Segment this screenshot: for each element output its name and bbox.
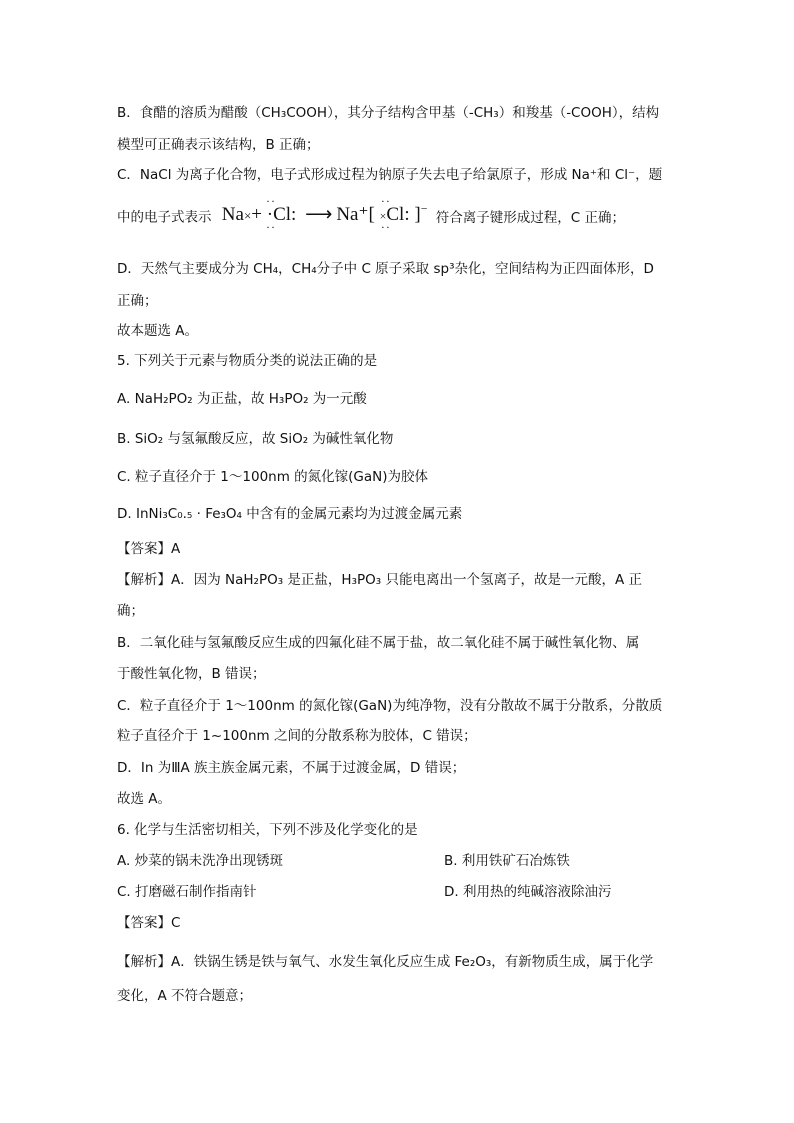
question-5-option-a: A. NaH₂PO₂ 为正盐，故 H₃PO₂ 为一元酸 <box>117 391 367 407</box>
eq-bracket-close: ] <box>414 204 421 225</box>
question-5-option-c: C. 粒子直径介于 1～100nm 的氮化镓(GaN)为胶体 <box>117 469 429 485</box>
question-6-stem: 6. 化学与生活密切相关，下列不涉及化学变化的是 <box>117 822 418 838</box>
electron-dots-bottom: ·· <box>266 220 277 234</box>
eq-cl-ion: Cl <box>386 204 405 225</box>
equation-suffix: 符合离子键形成过程，C 正确； <box>435 209 625 226</box>
text-line-equation <box>117 194 625 234</box>
eq-colon: : <box>291 204 297 225</box>
electron-formula <box>221 194 428 234</box>
explanation-line: D．In 为ⅢA 族主族金属元素，不属于过渡金属，D 错误； <box>117 760 466 776</box>
text-line: D．天然气主要成分为 CH₄，CH₄分子中 C 原子采取 sp³杂化，空间结构为正四面体形，D <box>117 261 654 277</box>
electron-dots-bottom: ·· <box>380 220 391 234</box>
answer-6: 【答案】C <box>117 915 181 931</box>
eq-dot: · <box>266 204 274 225</box>
question-5-option-b: B. SiO₂ 与氢氟酸反应，故 SiO₂ 为碱性氧化物 <box>117 431 394 447</box>
text-line: 模型可正确表示该结构，B 正确； <box>117 137 320 153</box>
text-line: 故本题选 A。 <box>117 323 199 339</box>
text-line: C．NaCl 为离子化合物，电子式形成过程为钠原子失去电子给氯原子，形成 Na⁺和 Cl⁻，题 <box>117 167 663 183</box>
explanation-line: 【解析】A．因为 NaH₂PO₃ 是正盐，H₃PO₃ 只能电离出一个氢离子，故是一元酸，A 正 <box>117 572 642 588</box>
eq-colon: : <box>404 204 410 225</box>
answer-5: 【答案】A <box>117 541 181 557</box>
explanation-line: 于酸性氧化物，B 错误； <box>117 666 266 682</box>
question-6-option-d: D. 利用热的纯碱溶液除油污 <box>444 884 612 900</box>
explanation-line: 确； <box>117 603 144 619</box>
eq-na: Na <box>221 204 244 225</box>
eq-arrow: ⟶ <box>305 204 333 225</box>
eq-plus: + <box>251 204 263 225</box>
explanation-line: B．二氧化硅与氢氟酸反应生成的四氟化硅不属于盐，故二氧化硅不属于碱性氧化物、属 <box>117 635 640 651</box>
eq-cross-electron: × <box>379 209 387 223</box>
explanation-line: 【解析】A．铁锅生锈是铁与氧气、水发生氧化反应生成 Fe₂O₃，有新物质生成，属于化学 <box>117 954 654 970</box>
question-5-option-d: D. InNi₃C₀.₅ · Fe₃O₄ 中含有的金属元素均为过渡金属元素 <box>117 506 463 522</box>
electron-dots-top: ·· <box>380 194 391 208</box>
question-6-option-b: B. 利用铁矿石冶炼铁 <box>444 853 570 869</box>
eq-na-ion: Na⁺ <box>336 204 369 225</box>
explanation-line: 故选 A。 <box>117 791 172 807</box>
explanation-line: 粒子直径介于 1~100nm 之间的分散系称为胶体，C 错误； <box>117 728 477 744</box>
text-line: 正确； <box>117 293 158 309</box>
explanation-line: 变化，A 不符合题意； <box>117 988 253 1004</box>
eq-bracket-open: [ <box>368 204 375 225</box>
question-5-stem: 5. 下列关于元素与物质分类的说法正确的是 <box>117 353 378 369</box>
equation-prefix: 中的电子式表示 <box>117 209 212 226</box>
electron-dots-top: ·· <box>266 194 277 208</box>
question-6-option-a: A. 炒菜的锅未洗净出现锈斑 <box>117 853 284 869</box>
question-6-option-c: C. 打磨磁石制作指南针 <box>117 884 257 900</box>
eq-cross: × <box>243 208 252 223</box>
eq-cl: Cl <box>273 204 292 225</box>
explanation-line: C．粒子直径介于 1～100nm 的氮化镓(GaN)为纯净物，没有分散故不属于分散系，分散质 <box>117 698 663 714</box>
eq-charge: − <box>420 201 428 216</box>
text-line: B．食醋的溶质为醋酸（CH₃COOH），其分子结构含甲基（-CH₃）和羧基（-COOH），结构 <box>117 105 660 121</box>
